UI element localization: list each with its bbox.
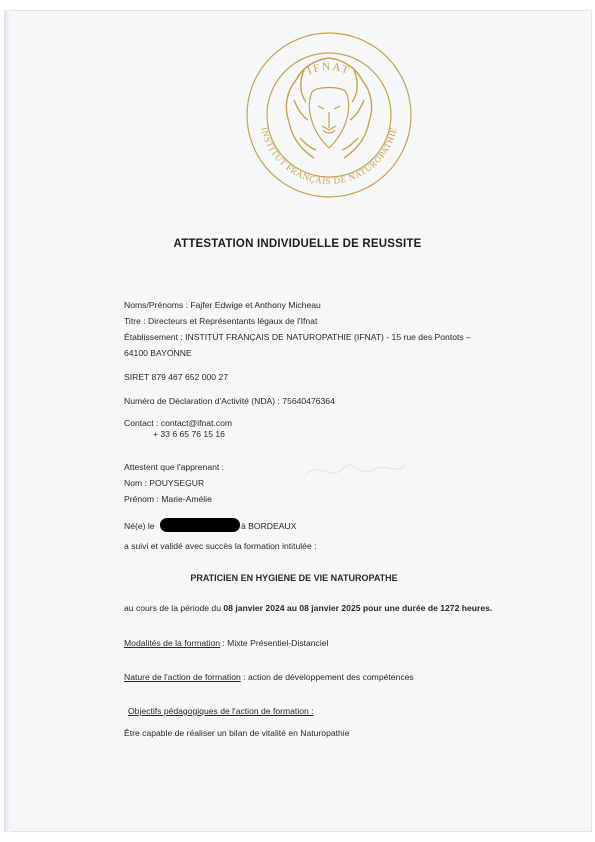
objectifs-label: Objectifs pédagogiques de l'action de formation : bbox=[128, 706, 314, 716]
learner-last-name: Nom : POUYSEGUR bbox=[124, 478, 205, 488]
formation-modalites bbox=[124, 638, 328, 648]
formation-name: PRATICIEN EN HYGIENE DE VIE NATUROPATHE bbox=[190, 573, 398, 583]
learner-first-name: Prénom : Marie-Amélie bbox=[124, 494, 212, 504]
modalites-label: Modalités de la formation bbox=[124, 638, 221, 648]
logo-arc-bottom-text: INSTITUT FRANÇAIS DE NATUROPATHIE bbox=[259, 126, 399, 187]
page-edge-shadow bbox=[4, 10, 10, 832]
document-title: ATTESTATION INDIVIDUELLE DE REUSSITE bbox=[173, 238, 422, 250]
svg-text:INSTITUT FRANÇAIS DE NATUROPAT bbox=[259, 126, 399, 186]
learner-validated: a suivi et validé avec succès la formation intitulée : bbox=[124, 541, 317, 551]
nature-value: : action de développement des compétences bbox=[240, 672, 414, 682]
signature-watermark-icon bbox=[300, 455, 410, 485]
issuer-establishment-line1: Établissement : INSTITUT FRANÇAIS DE NATUROPATHIE (IFNAT) - 15 rue des Pontots – bbox=[124, 332, 471, 342]
learner-intro: Attestent que l'apprenant : bbox=[124, 462, 225, 472]
objectifs-value: Être capable de réaliser un bilan de vitalité en Naturopathie bbox=[124, 728, 350, 738]
logo-arc-top-text: IFNAT bbox=[305, 60, 353, 78]
formation-period-prefix: au cours de la période du bbox=[124, 603, 224, 613]
issuer-nda: Numéro de Déclaration d'Activité (NDA) : 75640476364 bbox=[124, 396, 335, 406]
issuer-names: Noms/Prénoms : Fajfer Edwige et Anthony Micheau bbox=[124, 300, 321, 310]
issuer-title: Titre : Directeurs et Représentants légaux de l'Ifnat bbox=[124, 316, 318, 326]
formation-period-dates: 08 janvier 2024 au 08 janvier 2025 pour une durée de 1272 heures. bbox=[223, 603, 493, 613]
formation-nature bbox=[124, 672, 414, 682]
issuer-siret: SIRET 879 467 652 000 27 bbox=[124, 372, 229, 382]
redacted-birthdate bbox=[160, 518, 240, 532]
issuer-contact-email: Contact : contact@ifnat.com bbox=[124, 418, 233, 428]
issuer-contact-phone: + 33 6 65 76 15 16 bbox=[153, 429, 225, 439]
learner-born-suffix: à BORDEAUX bbox=[241, 521, 297, 531]
nature-label: Nature de l'action de formation bbox=[124, 672, 241, 682]
formation-period bbox=[124, 603, 492, 613]
modalites-value: : Mixte Présentiel-Distanciel bbox=[220, 638, 329, 648]
learner-born-prefix: Né(e) le bbox=[124, 521, 155, 531]
issuer-establishment-line2: 64100 BAYONNE bbox=[124, 348, 192, 358]
lion-logo-icon bbox=[244, 30, 414, 200]
